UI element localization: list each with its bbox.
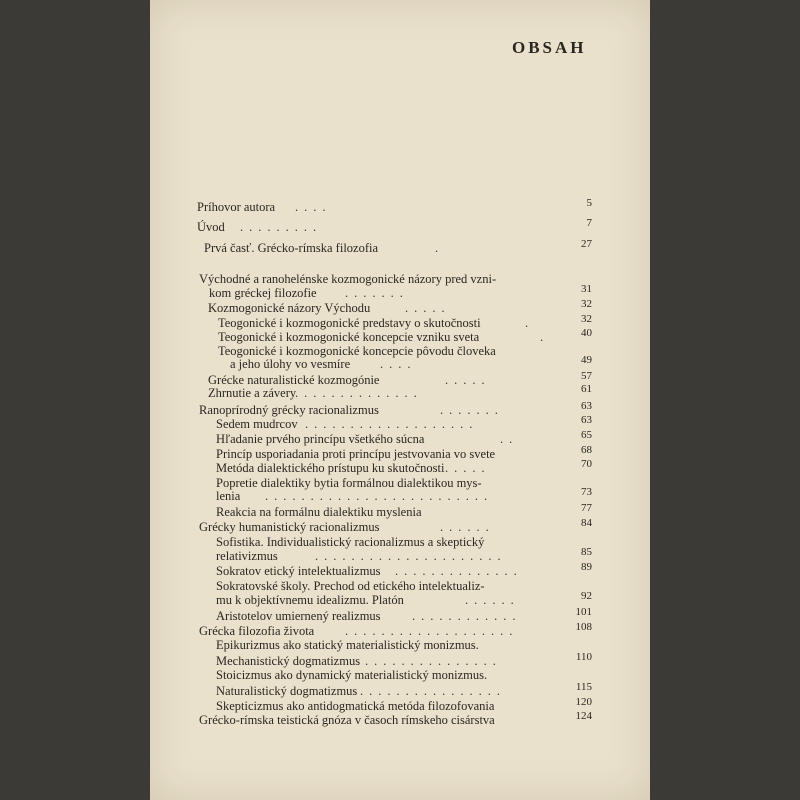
dot-leader: ...... bbox=[440, 520, 495, 534]
toc-page-number: 101 bbox=[575, 606, 592, 618]
page-heading: OBSAH bbox=[512, 38, 587, 57]
toc-page-number: 70 bbox=[581, 458, 592, 470]
dot-leader: ................... bbox=[305, 417, 479, 431]
toc-page-number: 63 bbox=[581, 400, 592, 412]
toc-entry-title: Grécka filozofia života bbox=[199, 624, 315, 638]
toc-entry-title: Príhovor autora bbox=[197, 200, 276, 214]
toc-entry bbox=[0, 519, 800, 535]
toc-entry bbox=[0, 416, 800, 432]
dot-leader: ..... bbox=[445, 373, 491, 387]
toc-entry-title: Reakcia na formálnu dialektiku myslenia bbox=[216, 505, 422, 519]
toc-entry-title: Teogonické i kozmogonické predstavy o skutočnosti bbox=[218, 316, 481, 330]
toc-page-number: 115 bbox=[575, 681, 592, 693]
toc-entry-title: Grécke naturalistické kozmogónie bbox=[208, 373, 380, 387]
toc-entry bbox=[0, 460, 800, 476]
toc-entry bbox=[0, 385, 800, 401]
toc-page-number: 57 bbox=[581, 370, 592, 382]
toc-page-number: 31 bbox=[581, 283, 592, 295]
toc-entry-title: Epikurizmus ako statický materialistický monizmus. bbox=[216, 638, 479, 652]
toc-entry bbox=[0, 199, 800, 215]
toc-entry bbox=[0, 667, 800, 683]
toc-page-number: 84 bbox=[581, 517, 592, 529]
toc-entry bbox=[0, 712, 800, 728]
dot-leader: ...... bbox=[465, 593, 520, 607]
toc-page-number: 40 bbox=[581, 327, 592, 339]
toc-entry-title: Ranoprírodný grécky racionalizmus bbox=[199, 403, 379, 417]
toc-entry-title: Naturalistický dogmatizmus bbox=[216, 684, 358, 698]
dot-leader: .... bbox=[295, 200, 332, 214]
dot-leader: ................... bbox=[345, 624, 519, 638]
toc-entry-title: Princíp usporiadania proti princípu jestvovania vo svete bbox=[216, 447, 496, 461]
toc-page-number: 27 bbox=[581, 238, 592, 250]
toc-entry bbox=[0, 683, 800, 699]
toc-entry-title: Úvod bbox=[197, 220, 225, 234]
toc-page-number: 108 bbox=[575, 621, 592, 633]
toc-entry bbox=[0, 563, 800, 579]
toc-entry bbox=[0, 300, 800, 316]
dot-leader: ............ bbox=[412, 609, 522, 623]
toc-entry-title: lenia bbox=[216, 489, 241, 503]
toc-entry-title: Stoicizmus ako dynamický materialistický monizmus. bbox=[216, 668, 488, 682]
toc-entry-title: Mechanistický dogmatizmus bbox=[216, 654, 361, 668]
toc-page-number: 85 bbox=[581, 546, 592, 558]
dot-leader: .............. bbox=[395, 564, 523, 578]
dot-leader: ....... bbox=[345, 286, 409, 300]
toc-entry bbox=[0, 548, 800, 564]
dot-leader: . bbox=[525, 316, 535, 330]
toc-entry-title: Sokratovské školy. Prechod od etického intelektualiz- bbox=[216, 579, 485, 593]
dot-leader: ......................... bbox=[265, 489, 494, 503]
dot-leader: ....... bbox=[440, 403, 504, 417]
toc-entry-title: Kozmogonické názory Východu bbox=[208, 301, 371, 315]
toc-page-number: 32 bbox=[581, 313, 592, 325]
dot-leader: . bbox=[540, 330, 550, 344]
dot-leader: ..... bbox=[445, 461, 491, 475]
toc-entry-title: Hľadanie prvého princípu všetkého súcna bbox=[216, 432, 425, 446]
toc-page-number: 65 bbox=[581, 429, 592, 441]
toc-entry-title: Grécko-rímska teistická gnóza v časoch rímskeho cisárstva bbox=[199, 713, 495, 727]
toc-entry-title: Metóda dialektického prístupu ku skutočnosti bbox=[216, 461, 445, 475]
toc-entry bbox=[0, 285, 800, 301]
toc-entry-title: Teogonické i kozmogonické koncepcie vzniku sveta bbox=[218, 330, 480, 344]
toc-entry-title: Teogonické i kozmogonické koncepcie pôvodu človeka bbox=[218, 344, 496, 358]
dot-leader: .. bbox=[500, 432, 519, 446]
toc-page-number: 32 bbox=[581, 298, 592, 310]
dot-leader: ..... bbox=[405, 301, 451, 315]
toc-entry-title: Východné a ranohelénske kozmogonické názory pred vzni- bbox=[199, 272, 497, 286]
toc-page-number: 63 bbox=[581, 414, 592, 426]
toc-entry-title: Aristotelov umiernený realizmus bbox=[216, 609, 381, 623]
dot-leader: ..................... bbox=[315, 549, 507, 563]
toc-page-number: 49 bbox=[581, 354, 592, 366]
toc-page-number: 120 bbox=[575, 696, 592, 708]
toc-entry-title: mu k objektívnemu idealizmu. Platón bbox=[216, 593, 404, 607]
toc-entry-title: Skepticizmus ako antidogmatická metóda filozofovania bbox=[216, 699, 495, 713]
toc-entry-title: Sokratov etický intelektualizmus bbox=[216, 564, 381, 578]
toc-entry-title: Prvá časť. Grécko-rímska filozofia bbox=[204, 241, 379, 255]
toc-page-number: 110 bbox=[575, 651, 592, 663]
toc-page-number: 5 bbox=[586, 197, 592, 209]
toc-entry-title: relativizmus bbox=[216, 549, 278, 563]
toc-page-number: 92 bbox=[581, 590, 592, 602]
toc-entry-title: Sedem mudrcov bbox=[216, 417, 298, 431]
toc-entry bbox=[0, 431, 800, 447]
dot-leader: ................ bbox=[360, 684, 506, 698]
toc-page-number: 73 bbox=[581, 486, 592, 498]
toc-entry-title: Grécky humanistický racionalizmus bbox=[199, 520, 380, 534]
dot-leader: ............... bbox=[365, 654, 502, 668]
toc-page-number: 61 bbox=[581, 383, 592, 395]
toc-entry bbox=[0, 240, 800, 256]
toc-entry bbox=[0, 219, 800, 235]
dot-leader: ......... bbox=[240, 220, 323, 234]
toc-page-number: 68 bbox=[581, 444, 592, 456]
toc-entry bbox=[0, 356, 800, 372]
toc-entry-title: kom gréckej filozofie bbox=[209, 286, 317, 300]
toc-entry bbox=[0, 488, 800, 504]
toc-entry-title: Zhrnutie a závery bbox=[208, 386, 297, 400]
toc-entry bbox=[0, 504, 800, 520]
toc-page-number: 77 bbox=[581, 502, 592, 514]
toc-entry bbox=[0, 592, 800, 608]
toc-entry-title: Popretie dialektiky bytia formálnou dialektikou mys- bbox=[216, 476, 482, 490]
toc-page-number: 89 bbox=[581, 561, 592, 573]
toc-entry-title: a jeho úlohy vo vesmíre bbox=[230, 357, 351, 371]
dot-leader: . bbox=[435, 241, 445, 255]
toc-entry-title: Sofistika. Individualistický racionalizmus a skeptický bbox=[216, 535, 485, 549]
toc-page-number: 7 bbox=[586, 217, 592, 229]
toc-entry bbox=[0, 637, 800, 653]
dot-leader: .............. bbox=[295, 386, 423, 400]
dot-leader: .... bbox=[380, 357, 417, 371]
toc-entry bbox=[0, 608, 800, 624]
toc-page-number: 124 bbox=[575, 710, 592, 722]
